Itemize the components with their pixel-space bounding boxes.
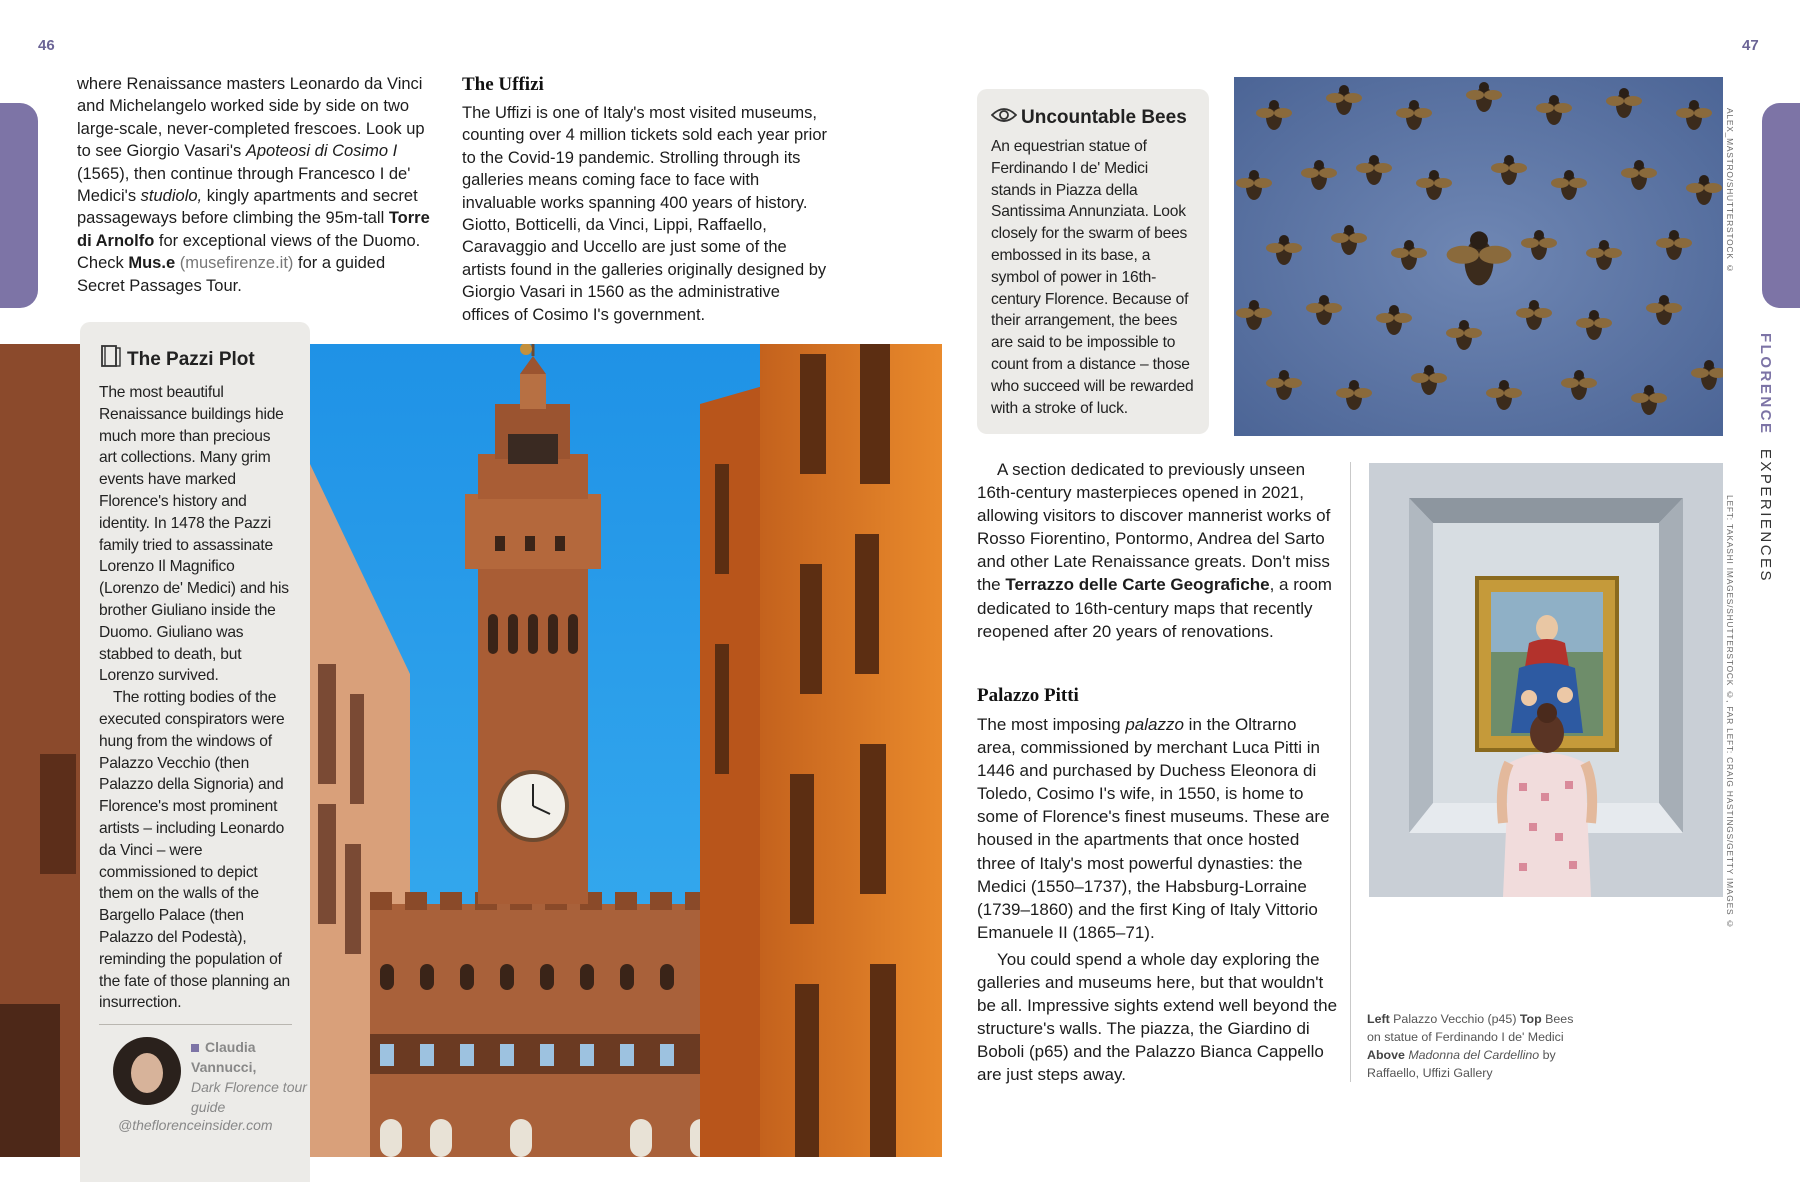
uffizi-heading: The Uffizi xyxy=(462,74,544,95)
pazzi-plot-text: The most beautiful Renaissance buildings hide much more than precious art collections. Many grim events have marked Florence's history and identity. In 1478 the Pazzi family tried to assassinate Lorenzo Il Magnifico (Lorenzo de' Medici) and his brother Giuliano inside the Duomo. Giuliano was stabbed to death, but Lorenzo survived. The rotting bodies of the executed conspirators were hung from the windows of Palazzo Vecchio (then Palazzo della Signoria) and Florence's most prominent artists – including Leonardo da Vinci – were commissioned to depict them on the walls of the Bargello Palace (then Palazzo del Podestà), reminding the population of the fate of those planning an insurrection. xyxy=(99,384,291,1012)
credit-top: ALEX_MASTRO/SHUTTERSTOCK © xyxy=(1725,108,1735,274)
musefirenze-link[interactable]: (musefirenze.it) xyxy=(179,254,294,273)
uncountable-bees-sidebox xyxy=(977,89,1209,434)
author-role: Dark Florence tour guide xyxy=(191,1079,307,1116)
intro-paragraph: where Renaissance masters Leonardo da Vinci and Michelangelo worked side by side on two large-scale, never-completed frescoes. Look up to see Giorgio Vasari's Apoteosi di Cosimo I (1565), then continue through Francesco I de' Medici's studiolo, kingly apartments and secret passageways before climbing the 95m-tall Torre di Arnolfo for exceptional views of the Duomo. Check Mus.e (musefirenze.it) for a guided Secret Passages Tour. xyxy=(77,75,430,295)
madonna-photo xyxy=(1369,463,1723,897)
uffizi-section xyxy=(462,74,828,326)
left-chapter-tab xyxy=(0,103,38,308)
eye-icon xyxy=(991,106,1017,130)
page-number-left: 46 xyxy=(38,37,55,54)
section-label: FLORENCE EXPERIENCES xyxy=(1757,333,1774,584)
new-section-paragraph: A section dedicated to previously unseen 16th-century masterpieces opened in 2021, allowing visitors to discover mannerist works of Rosso Fiorentino, Pontormo, Andrea del Sarto and other Late Renaissance greats. Don't miss the Terrazzo delle Carte Geografiche, a room dedicated to 16th-century maps that recently reopened after 20 years of renovations. xyxy=(977,460,1332,641)
author-name: Claudia Vannucci, xyxy=(191,1039,257,1076)
bees-text: An equestrian statue of Ferdinando I de' Medici stands in Piazza della Santissima Annunziata. Look closely for the swarm of bees embossed in its base, a symbol of power in 16th-century Florence. Because of their arrangement, the bees are said to be impossible to count from a distance – those who succeed will be rewarded with a stroke of luck. xyxy=(991,138,1194,417)
bees-photo xyxy=(1234,77,1723,436)
pitti-text: The most imposing palazzo in the Oltrarno area, commissioned by merchant Luca Pitti in 1446 and purchased by Duchess Eleonora di Toledo, Cosimo I's wife, in 1550, is home to some of Florence's finest museums. These are housed in the apartments that once hosted three of Italy's most powerful dynasties: the Medici (1550–1737), the Habsburg-Lorraine (1739–1860) and the first King of Italy Vittorio Emanuele II (1865–71). You could spend a whole day exploring the galleries and museums here, but that wouldn't be all. Impressive sights extend well beyond the structure's walls. The piazza, the Giardino di Boboli (p65) and the Palazzo Bianca Cappello are just steps away. xyxy=(977,715,1338,1085)
bees-title-row: Uncountable Bees xyxy=(991,106,1195,130)
author-handle[interactable]: @theflorenceinsider.com xyxy=(118,1117,273,1134)
pazzi-author xyxy=(99,1024,307,1147)
book-icon xyxy=(99,344,123,376)
pazzi-plot-title-row: The Pazzi Plot xyxy=(99,344,292,376)
photo-caption: Left Palazzo Vecchio (p45) Top Bees on statue of Ferdinando I de' Medici Above Madonna del Cardellino by Raffaello, Uffizi Gallery xyxy=(1367,1012,1574,1080)
palazzo-pitti-section xyxy=(977,685,1339,1087)
author-avatar xyxy=(113,1037,181,1105)
page-number-right: 47 xyxy=(1742,37,1759,54)
pazzi-plot-sidebox xyxy=(80,322,310,1182)
credit-bottom: LEFT: TAKASHI IMAGES/SHUTTERSTOCK ©, FAR LEFT: CRAIG HASTINGS/GETTY IMAGES © xyxy=(1725,495,1735,930)
pitti-heading: Palazzo Pitti xyxy=(977,685,1079,706)
right-chapter-tab xyxy=(1762,103,1800,308)
column-divider xyxy=(1350,462,1351,1082)
uffizi-text: The Uffizi is one of Italy's most visited museums, counting over 4 million tickets sold each year prior to the Covid-19 pandemic. Strolling through its galleries means coming face to face with invaluable works spanning 400 years of history. Giotto, Botticelli, da Vinci, Lippi, Raffaello, Caravaggio and Uccello are just some of the artists found in the galleries originally designed by Giorgio Vasari in 1560 as the administrative offices of Cosimo I's government. xyxy=(462,104,828,324)
